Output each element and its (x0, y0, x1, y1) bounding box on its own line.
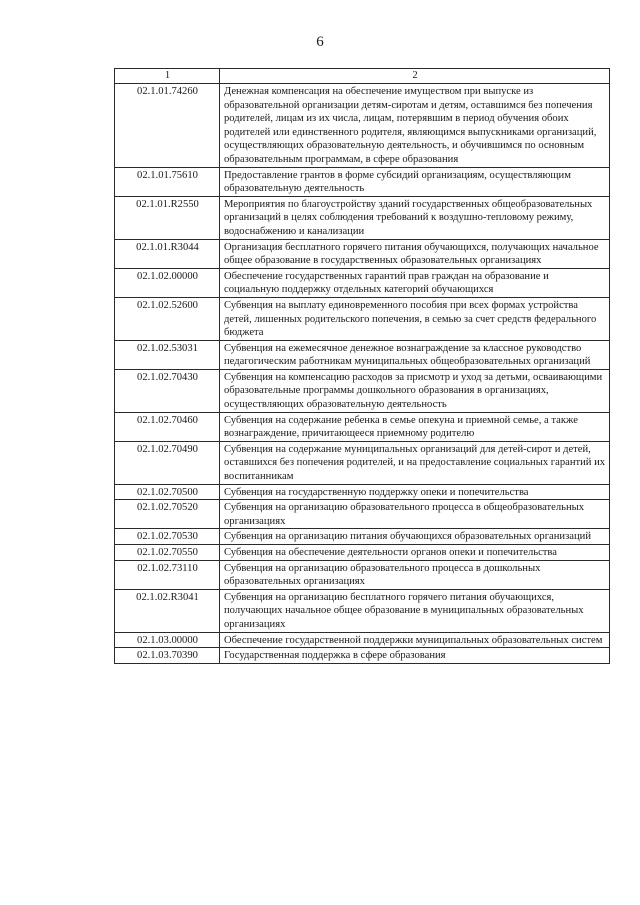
row-name-cell: Обеспечение государственных гарантий прав граждан на образование и социальную поддержку отдельных категорий обучающихся (220, 268, 610, 297)
row-name-cell: Государственная поддержка в сфере образования (220, 648, 610, 664)
row-code-cell: 02.1.02.73110 (115, 560, 220, 589)
column-header-name: 2 (220, 69, 610, 84)
row-name-cell: Субвенция на государственную поддержку опеки и попечительства (220, 484, 610, 500)
row-code-cell: 02.1.02.70430 (115, 369, 220, 412)
row-name-cell: Субвенция на организацию питания обучающихся образовательных организаций (220, 529, 610, 545)
row-name-cell: Мероприятия по благоустройству зданий государственных общеобразовательных организаций в целях соблюдения требований к воздушно-тепловому режиму, водоснабжению и канализации (220, 196, 610, 239)
row-name-cell: Субвенция на организацию бесплатного горячего питания обучающихся, получающих начальное общее образование в муниципальных образовательных организациях (220, 589, 610, 632)
row-name-cell: Обеспечение государственной поддержки муниципальных образовательных систем (220, 632, 610, 648)
table-row (115, 529, 610, 545)
row-name-cell: Денежная компенсация на обеспечение имуществом при выпуске из образовательной организации детям-сиротам и детям, оставшимся без попечения родителей, лицам из их числа, лицам, потерявшим в период обучения обоих родителей или единственного родителя, являющимся выпускниками организаций, осуществляющих образовательную деятельность, и обучившимся по основным образовательным программам, в сфере образования (220, 84, 610, 168)
row-code-cell: 02.1.03.70390 (115, 648, 220, 664)
row-code-cell: 02.1.02.53031 (115, 340, 220, 369)
table-row (115, 196, 610, 239)
row-code-cell: 02.1.02.70500 (115, 484, 220, 500)
row-code-cell: 02.1.02.70550 (115, 545, 220, 561)
row-name-cell: Предоставление грантов в форме субсидий организациям, осуществляющим образовательную деятельность (220, 167, 610, 196)
row-code-cell: 02.1.02.52600 (115, 297, 220, 340)
table-row (115, 297, 610, 340)
table-row (115, 484, 610, 500)
table-row (115, 441, 610, 484)
row-code-cell: 02.1.01.75610 (115, 167, 220, 196)
row-code-cell: 02.1.01.74260 (115, 84, 220, 168)
table-row (115, 340, 610, 369)
column-header-code: 1 (115, 69, 220, 84)
row-code-cell: 02.1.02.70520 (115, 500, 220, 529)
row-code-cell: 02.1.01.R3044 (115, 239, 220, 268)
row-code-cell: 02.1.02.70460 (115, 412, 220, 441)
row-code-cell: 02.1.02.00000 (115, 268, 220, 297)
table-row (115, 369, 610, 412)
table-row (115, 268, 610, 297)
row-code-cell: 02.1.01.R2550 (115, 196, 220, 239)
row-name-cell: Субвенция на ежемесячное денежное вознаграждение за классное руководство педагогическим работникам муниципальных общеобразовательных организаций (220, 340, 610, 369)
page-number: 6 (316, 34, 324, 50)
row-code-cell: 02.1.02.70530 (115, 529, 220, 545)
table-row (115, 412, 610, 441)
budget-classification-table (114, 68, 610, 664)
table-row (115, 560, 610, 589)
row-code-cell: 02.1.03.00000 (115, 632, 220, 648)
row-name-cell: Субвенция на содержание муниципальных организаций для детей-сирот и детей, оставшихся без попечения родителей, и на предоставление социальных гарантий их воспитанникам (220, 441, 610, 484)
table-row (115, 239, 610, 268)
table-row (115, 632, 610, 648)
row-name-cell: Субвенция на выплату единовременного пособия при всех формах устройства детей, лишенных родительского попечения, в семью за счет средств федерального бюджета (220, 297, 610, 340)
row-name-cell: Субвенция на содержание ребенка в семье опекуна и приемной семье, а также вознаграждение, причитающееся приемному родителю (220, 412, 610, 441)
table-header-row (115, 69, 610, 84)
row-code-cell: 02.1.02.70490 (115, 441, 220, 484)
row-name-cell: Субвенция на организацию образовательного процесса в общеобразовательных организациях (220, 500, 610, 529)
row-name-cell: Субвенция на компенсацию расходов за присмотр и уход за детьми, осваивающими образовательные программы дошкольного образования в организациях, осуществляющих образовательную деятельность (220, 369, 610, 412)
table-row (115, 500, 610, 529)
row-name-cell: Субвенция на обеспечение деятельности органов опеки и попечительства (220, 545, 610, 561)
table-body (115, 84, 610, 664)
row-name-cell: Организация бесплатного горячего питания обучающихся, получающих начальное общее образование в государственных образовательных организациях (220, 239, 610, 268)
row-code-cell: 02.1.02.R3041 (115, 589, 220, 632)
table-row (115, 167, 610, 196)
table-row (115, 545, 610, 561)
table-row (115, 84, 610, 168)
table-row (115, 648, 610, 664)
table-row (115, 589, 610, 632)
row-name-cell: Субвенция на организацию образовательного процесса в дошкольных образовательных организациях (220, 560, 610, 589)
